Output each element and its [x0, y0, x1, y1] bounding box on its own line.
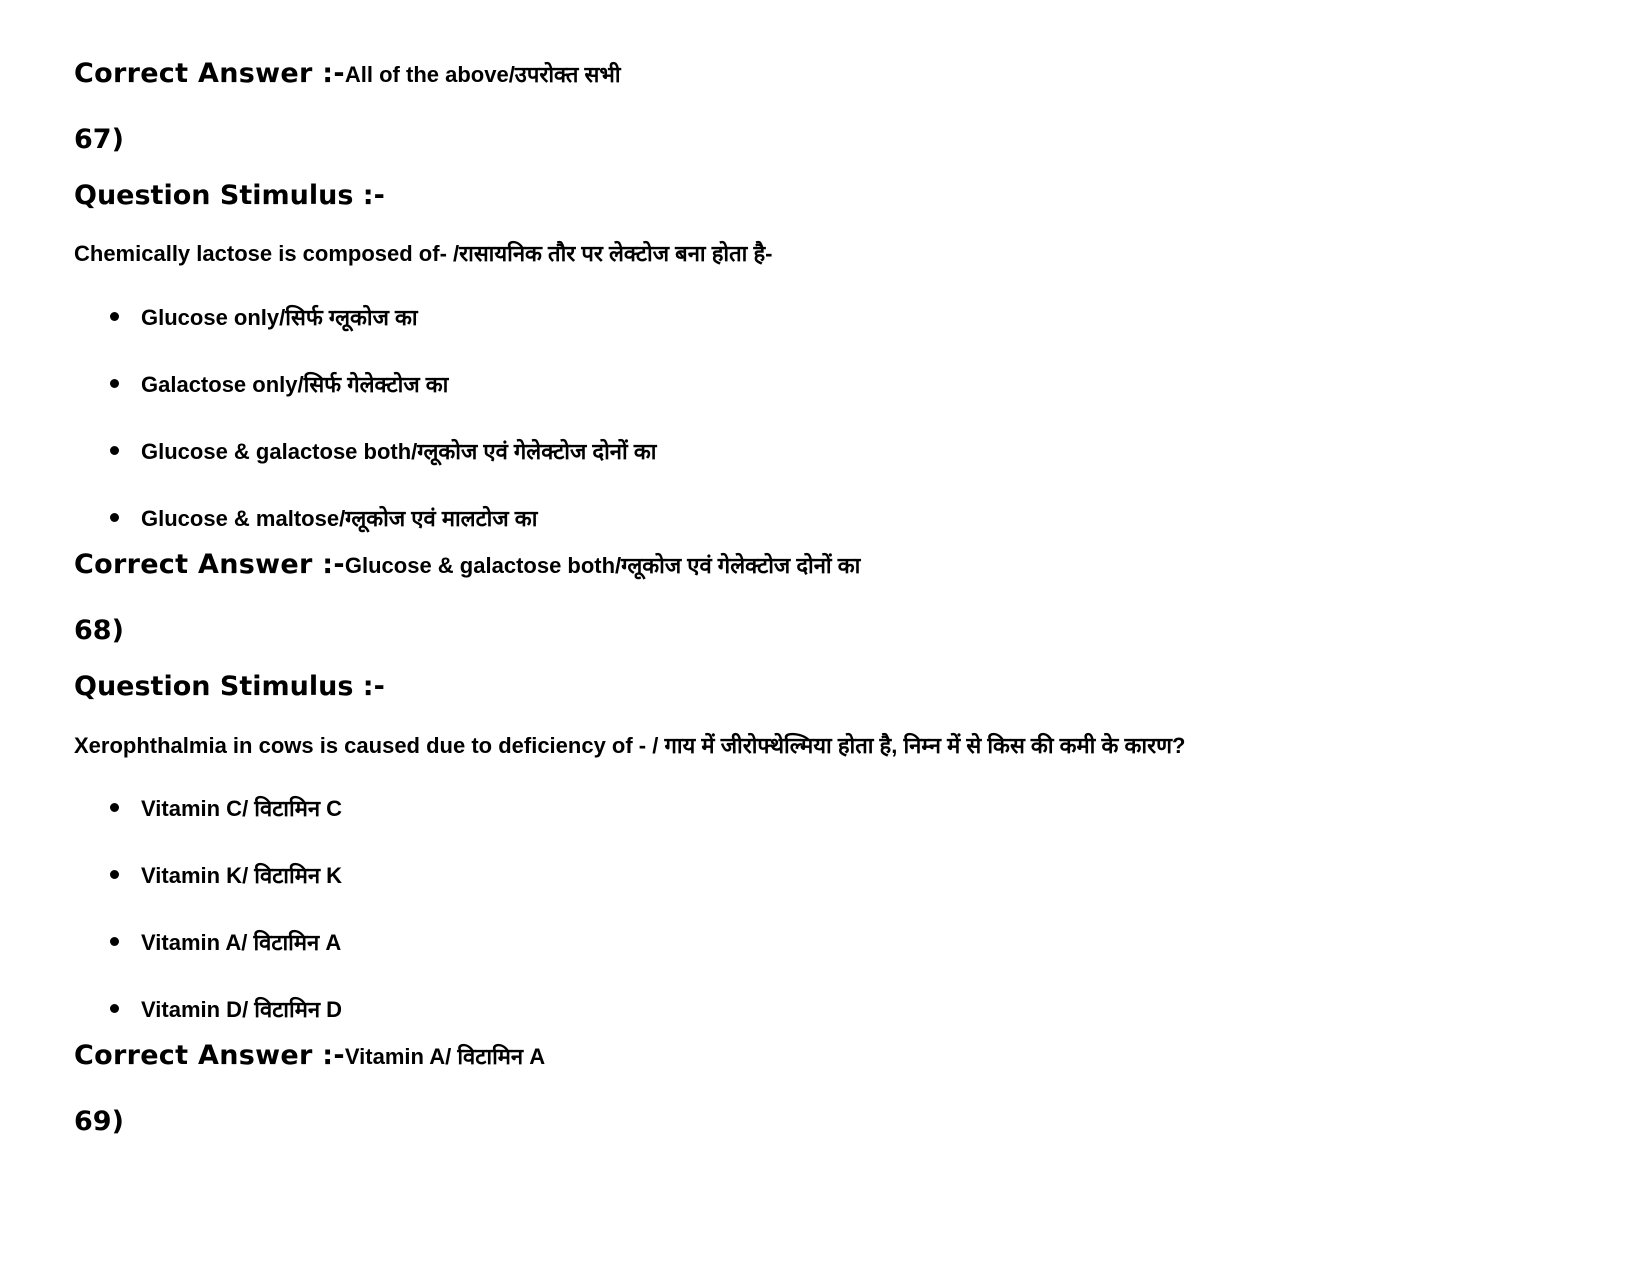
option-item — [74, 436, 656, 503]
correct-answer-68 — [74, 1040, 545, 1071]
correct-answer-67 — [74, 549, 860, 580]
bullet-icon — [110, 513, 119, 522]
option-item — [74, 860, 342, 927]
correct-answer-value: Glucose & galactose both/ग्लूकोज एवं गेलेक्टोज दोनों का — [344, 553, 861, 578]
options-list-67 — [74, 302, 656, 570]
bullet-icon — [110, 937, 119, 946]
correct-answer-label: Correct Answer :- — [74, 1040, 345, 1071]
correct-answer-value: Vitamin A/ विटामिन A — [344, 1044, 546, 1069]
bullet-icon — [110, 312, 119, 321]
correct-answer-label: Correct Answer :- — [74, 58, 345, 89]
bullet-icon — [110, 870, 119, 879]
question-stimulus-text-68: Xerophthalmia in cows is caused due to deficiency of - / गाय में जीरोफ्थेल्मिया होता है, निम्न में से किस की कमी के कारण? — [74, 733, 1186, 758]
question-number-67: 67) — [74, 124, 124, 155]
question-number-69: 69) — [74, 1106, 124, 1137]
option-item — [74, 302, 656, 369]
option-text: Glucose & galactose both/ग्लूकोज एवं गेलेक्टोज दोनों का — [141, 439, 657, 464]
question-number-68: 68) — [74, 615, 124, 646]
question-stimulus-label-68: Question Stimulus :- — [74, 671, 385, 702]
option-text: Vitamin A/ विटामिन A — [141, 930, 342, 955]
option-text: Vitamin D/ विटामिन D — [141, 997, 343, 1022]
correct-answer-label: Correct Answer :- — [74, 549, 345, 580]
bullet-icon — [110, 803, 119, 812]
question-stimulus-label-67: Question Stimulus :- — [74, 180, 385, 211]
option-text: Vitamin C/ विटामिन C — [141, 796, 343, 821]
correct-answer-value: All of the above/उपरोक्त सभी — [344, 62, 621, 87]
options-list-68 — [74, 793, 342, 1061]
bullet-icon — [110, 379, 119, 388]
option-text: Galactose only/सिर्फ गेलेक्टोज का — [141, 372, 449, 397]
question-stimulus-text-67: Chemically lactose is composed of- /रासायनिक तौर पर लेक्टोज बना होता है- — [74, 241, 773, 266]
option-item — [74, 927, 342, 994]
bullet-icon — [110, 1004, 119, 1013]
option-item — [74, 369, 656, 436]
option-text: Glucose only/सिर्फ ग्लूकोज का — [141, 305, 418, 330]
option-text: Vitamin K/ विटामिन K — [141, 863, 343, 888]
option-item — [74, 793, 342, 860]
option-text: Glucose & maltose/ग्लूकोज एवं मालटोज का — [141, 506, 538, 531]
bullet-icon — [110, 446, 119, 455]
correct-answer-66 — [74, 58, 621, 89]
